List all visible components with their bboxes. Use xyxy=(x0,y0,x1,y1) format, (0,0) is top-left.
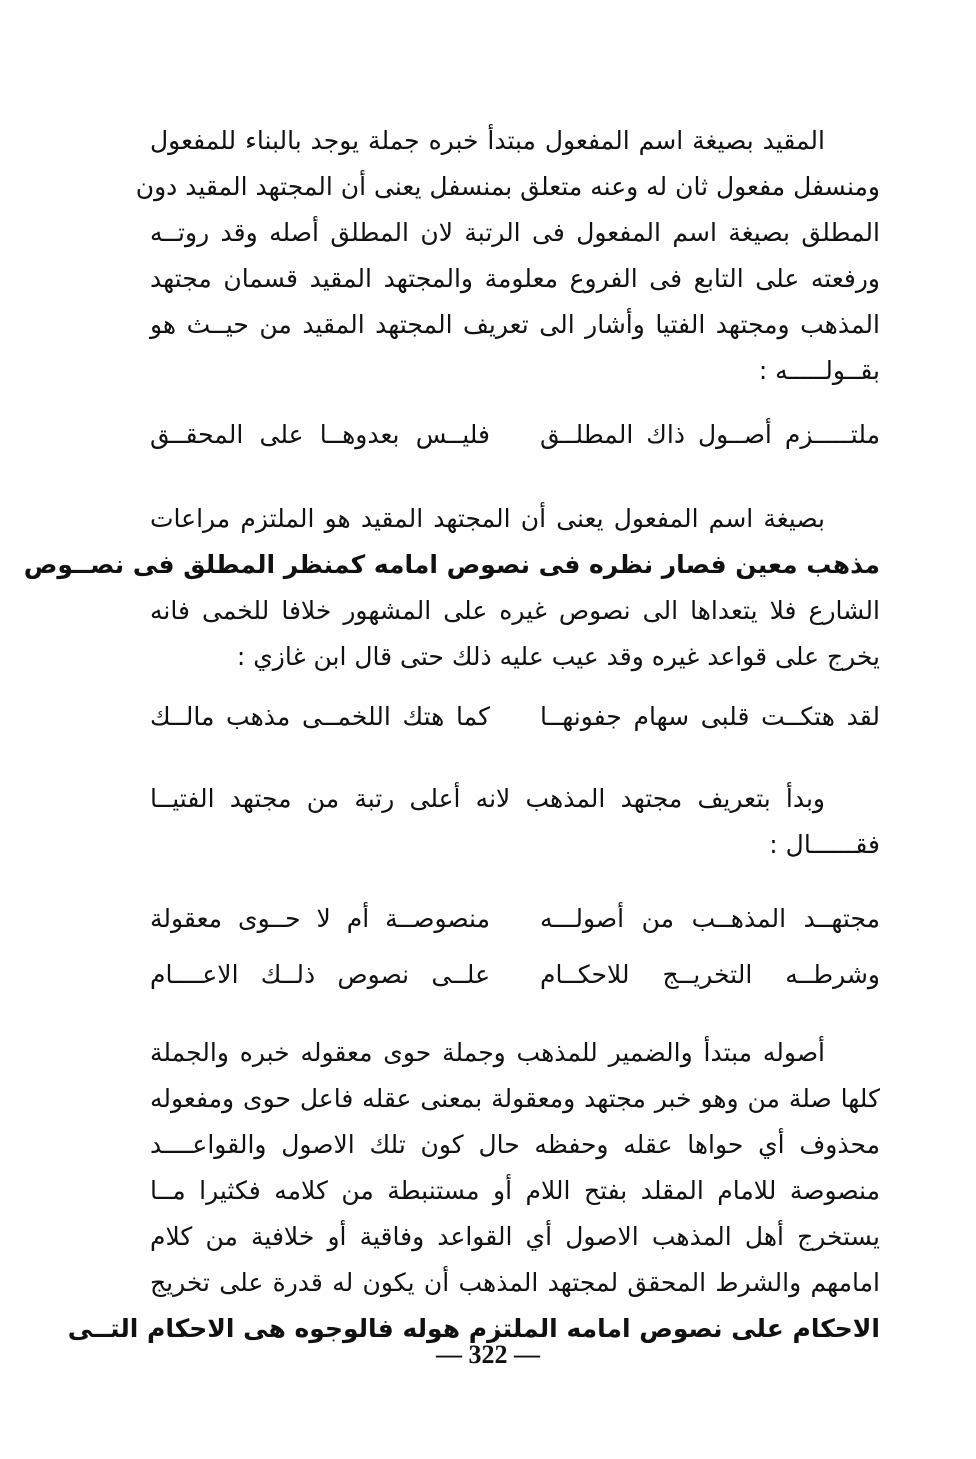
verse-second-hemistich: علــى نصوص ذلــك الاعــــام xyxy=(150,960,490,989)
verse-2 xyxy=(150,694,880,740)
text-line: يخرج على قواعد غيره وقد عيب عليه ذلك حتى قال ابن غازي : xyxy=(236,642,880,671)
verse-second-hemistich: كما هتك اللخمــى مذهب مالــك xyxy=(150,702,490,731)
text-line: فقــــــال : xyxy=(769,830,880,859)
verse-first-hemistich: وشرطــه التخريــج للاحكــام xyxy=(540,960,880,989)
verse-3 xyxy=(150,896,880,942)
text-line: كلها صلة من وهو خبر مجتهد ومعقولة بمعنى عقله فاعل حوى ومفعوله xyxy=(150,1084,880,1113)
paragraph-2 xyxy=(23,496,880,680)
text-line: يستخرج أهل المذهب الاصول أي القواعد وفاقية أو خلافية من كلام xyxy=(150,1222,880,1251)
paragraph-1 xyxy=(135,118,880,394)
verse-first-hemistich: لقد هتكــت قلبى سهام جفونهــا xyxy=(540,702,880,731)
text-line: المطلق بصيغة اسم المفعول فى الرتبة لان المطلق أصله وقد روتــه xyxy=(150,218,880,247)
paragraph-4 xyxy=(67,1030,880,1352)
verse-4 xyxy=(150,952,880,998)
text-line: منصوصة للامام المقلد بفتح اللام أو مستنبطة من كلامه فكثيرا مــا xyxy=(150,1176,880,1205)
text-line: مذهب معين فصار نظره فى نصوص امامه كمنظر المطلق فى نصــوص xyxy=(23,550,880,579)
verse-second-hemistich: منصوصــة أم لا حــوى معقولة xyxy=(150,904,490,933)
text-line: امامهم والشرط المحقق لمجتهد المذهب أن يكون له قدرة على تخريج xyxy=(150,1268,880,1297)
verse-1 xyxy=(150,412,880,458)
text-line: المقيد بصيغة اسم المفعول مبتدأ خبره جملة يوجد بالبناء للمفعول xyxy=(150,126,825,155)
paragraph-3 xyxy=(150,776,880,868)
text-line: الاحكام على نصوص امامه الملتزم هوله فالوجوه هى الاحكام التــى xyxy=(67,1314,880,1343)
page-number: — 322 — xyxy=(436,1340,540,1369)
text-line: ومنسفل مفعول ثان له وعنه متعلق بمنسفل يعنى أن المجتهد المقيد دون xyxy=(135,172,880,201)
text-line: المذهب ومجتهد الفتيا وأشار الى تعريف المجتهد المقيد من حيــث هو xyxy=(150,310,880,339)
verse-first-hemistich: مجتهــد المذهــب من أصولـــه xyxy=(540,904,880,933)
verse-second-hemistich: فليــس بعدوهــا على المحقــق xyxy=(150,420,490,449)
text-line: بصيغة اسم المفعول يعنى أن المجتهد المقيد هو الملتزم مراعات xyxy=(150,504,825,533)
text-line: الشارع فلا يتعداها الى نصوص غيره على المشهور خلافا للخمى فانه xyxy=(150,596,880,625)
text-line: وبدأ بتعريف مجتهد المذهب لانه أعلى رتبة من مجتهد الفتيــا xyxy=(150,784,825,813)
text-line: ورفعته على التابع فى الفروع معلومة والمجتهد المقيد قسمان مجتهد xyxy=(150,264,880,293)
text-line: أصوله مبتدأ والضمير للمذهب وجملة حوى معقوله خبره والجملة xyxy=(150,1038,825,1067)
text-line: بقــولـــــه : xyxy=(758,356,880,385)
text-line: محذوف أي حواها عقله وحفظه حال كون تلك الاصول والقواعــــد xyxy=(150,1130,880,1159)
verse-first-hemistich: ملتـــــزم أصــول ذاك المطلــق xyxy=(540,420,880,449)
